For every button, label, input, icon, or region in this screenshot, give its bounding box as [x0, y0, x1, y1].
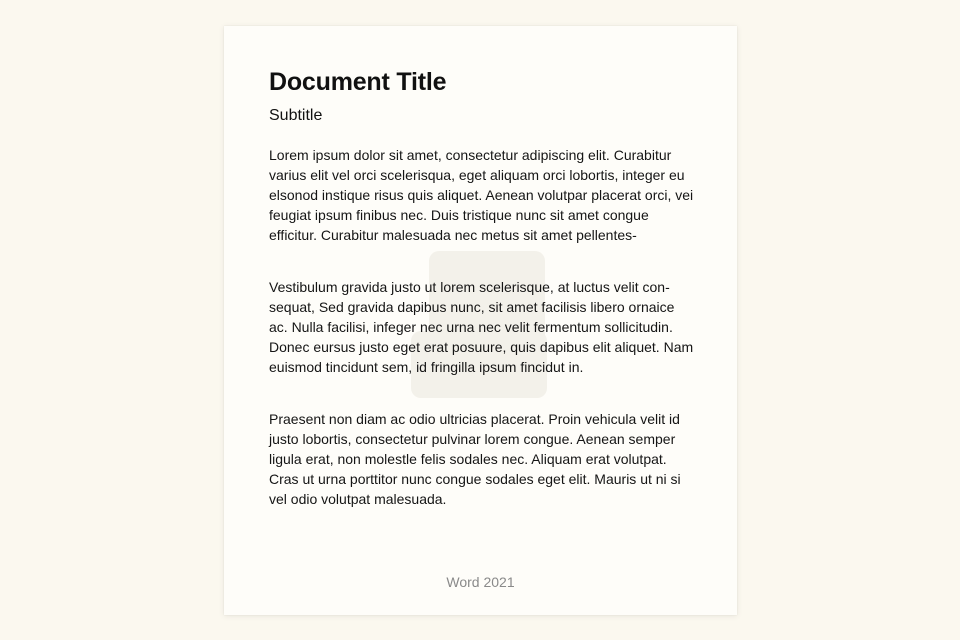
document-footer: Word 2021	[446, 574, 515, 590]
paragraph: Praesent non diam ac odio ultricias placerat. Proin vehicula velit id justo lobortis, consectetur pulvinar lorem congue. Aenean semper ligula erat, non molestle felis sodales nec. Aliquam erat volutpat. Cras ut urna porttitor nunc congue sodales eget elit. Mauris ut ni si vel odio volutpat malesuada.	[269, 411, 681, 507]
document-subtitle: Subtitle	[269, 107, 323, 124]
paragraph: Lorem ipsum dolor sit amet, consectetur adipiscing elit. Curabitur varius elit vel orci scelerisqua, eget aliquam orci lobortis, integer eu elsonod instique risus quis aliquet. Aenean volutpar placerat orci, vei feugiat ipsum finibus nec. Duis tristique nunc sit amet congue efficitur. Curabitur malesuada nec metus sit amet pellentes-	[269, 147, 694, 243]
document-content	[269, 66, 694, 509]
document-page	[224, 26, 737, 615]
document-title: Document Title	[269, 68, 447, 96]
paragraph: Vestibulum gravida justo ut lorem scelerisque, at luctus velit con-sequat, Sed gravida dapibus nunc, sit amet facilisis libero ornaice ac. Nulla facilisi, infeger nec urna nec velit fermentum sollicitudin. Donec eursus justo eget erat posuure, quis dapibus elit aliquet. Nam euismod tincidunt sem, id fringilla ipsum fincidut in.	[269, 279, 694, 375]
